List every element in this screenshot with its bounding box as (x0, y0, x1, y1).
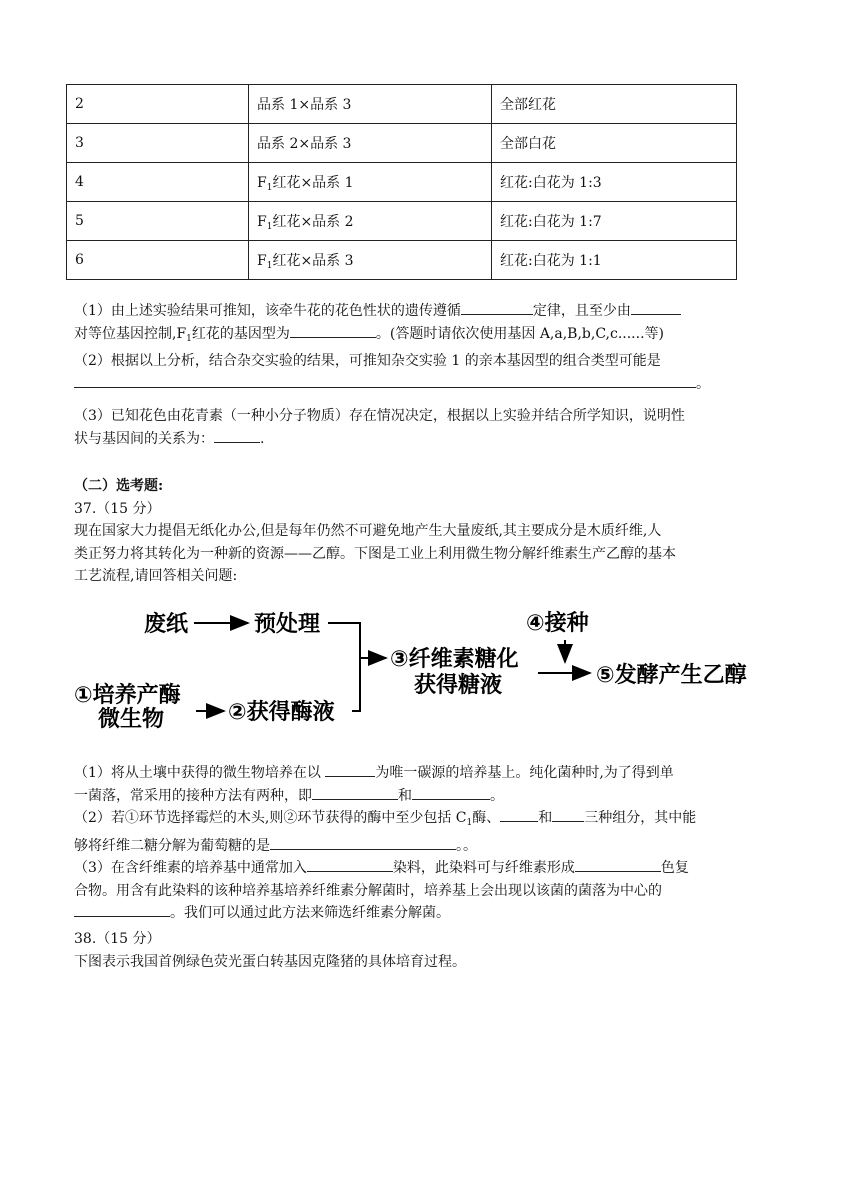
flow-node-waste-paper: 废纸 (144, 612, 189, 637)
q36-part2-line2: 。 (74, 373, 790, 396)
flow-node-ferment: ⑤发酵产生乙醇 (596, 663, 747, 688)
q38-intro: 下图表示我国首例绿色荧光蛋白转基因克隆猪的具体培育过程。 (74, 953, 466, 970)
table-cell-result: 全部白花 (492, 124, 737, 163)
table-cell-result: 红花:白花为 1:3 (492, 163, 737, 202)
q37-intro-line: 现在国家大力提倡无纸化办公,但是每年仍然不可避免地产生大量废纸,其主要成分是木质纤维,人 (74, 523, 662, 539)
flow-node-inoculate: ④接种 (526, 611, 589, 636)
flow-node-culture-line1: ①培养产酶 (74, 683, 181, 708)
q36-part1-line1: （1）由上述实验结果可推知，该牵牛花的花色性状的遗传遵循 定律，且至少由 (74, 300, 790, 323)
flow-node-pretreat: 预处理 (254, 612, 321, 637)
table-row (67, 124, 737, 163)
flow-bracket (328, 623, 360, 711)
answer-blank[interactable] (307, 857, 393, 872)
flow-node-saccharify-line1: ③纤维素糖化 (390, 647, 519, 672)
q36-part2-line1: （2）根据以上分析，结合杂交实验的结果，可推知杂交实验 1 的亲本基因型的组合类型可能是 (74, 353, 661, 369)
section-title: （二）选考题: (74, 478, 164, 494)
table-row (67, 241, 737, 280)
table-cell-cross: $F_1$红花×品系 2 (249, 202, 492, 241)
table-cell-result: 红花:白花为 1:1 (492, 241, 737, 280)
answer-blank[interactable] (325, 762, 375, 777)
table-row (67, 85, 737, 124)
answer-blank[interactable] (270, 835, 456, 850)
answer-blank[interactable] (575, 857, 661, 872)
answer-blank[interactable] (214, 428, 260, 443)
table-row (67, 202, 737, 241)
flow-node-saccharify-line2: 获得糖液 (414, 673, 503, 698)
answer-blank[interactable] (500, 807, 538, 822)
table-cell-result: 全部红花 (492, 85, 737, 124)
flow-node-culture-line2: 微生物 (98, 707, 165, 732)
answer-blank[interactable] (461, 300, 533, 315)
answer-blank[interactable] (312, 785, 398, 800)
flow-node-enzyme: ②获得酶液 (228, 700, 335, 725)
table-cell-no: 6 (67, 241, 249, 280)
q36-part3-line1: （3）已知花色由花青素（一种小分子物质）存在情况决定，根据以上实验并结合所学知识，说明性 (74, 408, 685, 424)
q38-heading: 38.（15 分） (74, 931, 161, 947)
cross-results-table (66, 84, 737, 280)
q37-part2-line1: （2）若①环节选择霉烂的木头,则②环节获得的酶中至少包括 $C_1$酶、 和 三种组分，其中能 (74, 807, 790, 835)
q37-part1-line2: 一菌落，常采用的接种方法有两种，即 和 。 (74, 785, 790, 808)
answer-blank[interactable] (412, 785, 490, 800)
question-36-parts (74, 300, 790, 450)
q36-part3-line2: 状与基因间的关系为： . (74, 428, 790, 451)
question-38 (74, 928, 790, 973)
q37-intro-line: 类正努力将其转化为一种新的资源——乙醇。下图是工业上利用微生物分解纤维素生产乙醇的基本 (74, 545, 676, 562)
optional-section (74, 475, 790, 588)
process-flow-diagram (60, 598, 780, 748)
table-row (67, 163, 737, 202)
table-cell-no: 4 (67, 163, 249, 202)
answer-blank[interactable] (74, 902, 170, 917)
q37-intro-line: 工艺流程,请回答相关问题: (74, 568, 238, 584)
table-cell-no: 2 (67, 85, 249, 124)
question-37-parts (74, 762, 790, 925)
table-cell-cross: 品系 2×品系 3 (249, 124, 492, 163)
table-cell-cross: $F_1$红花×品系 1 (249, 163, 492, 202)
q37-part3-line1: （3）在含纤维素的培养基中通常加入 染料，此染料可与纤维素形成 色复 (74, 857, 790, 880)
q37-part2-line2: 够将纤维二糖分解为葡萄糖的是 。。 (74, 835, 790, 858)
q37-part3-line2: 合物。用含有此染料的该种培养基培养纤维素分解菌时，培养基上会出现以该菌的菌落为中心的 (74, 882, 662, 899)
table-cell-no: 3 (67, 124, 249, 163)
q37-part3-line3: 。我们可以通过此方法来筛选纤维素分解菌。 (74, 902, 790, 925)
table-cell-result: 红花:白花为 1:7 (492, 202, 737, 241)
q37-heading: 37.（15 分） (74, 500, 161, 517)
answer-blank[interactable] (552, 807, 584, 822)
table-cell-no: 5 (67, 202, 249, 241)
answer-blank[interactable] (631, 300, 681, 315)
table-cell-cross: $F_1$红花×品系 3 (249, 241, 492, 280)
answer-blank[interactable] (290, 323, 376, 338)
q37-part1-line1: （1）将从土壤中获得的微生物培养在以 为唯一碳源的培养基上。纯化菌种时,为了得到单 (74, 762, 790, 785)
table-cell-cross: 品系 1×品系 3 (249, 85, 492, 124)
answer-blank[interactable] (74, 373, 696, 388)
q36-part1-line2: 对等位基因控制$,F_1$红花的基因型为 。(答题时请依次使用基因 A,a,B,b,C,c......等) (74, 323, 790, 351)
